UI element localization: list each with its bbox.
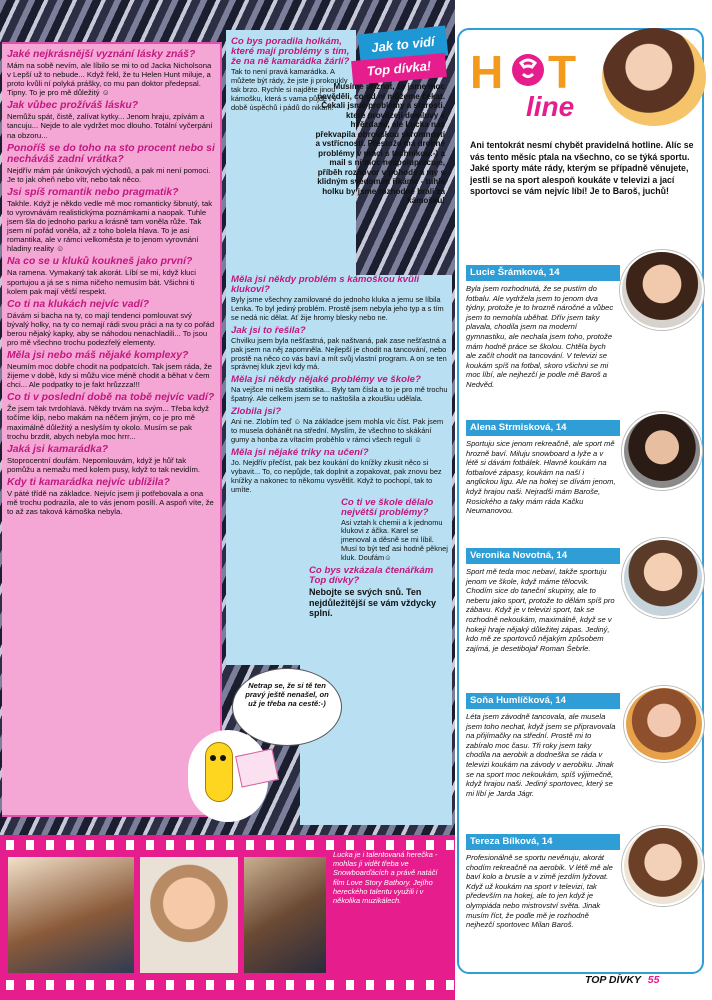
hotline-intro: Ani tentokrát nesmí chybět pravidelná hotline. Alíc se vás tento měsíc ptala na všechno, co se týká sportu. Jaké sporty máte rády, kterým se případně věnujete, jestli se na sport alespoň koukáte v televizi a jací sportovci se vám nejvíc líbí! Je to Baroš, juchů! <box>470 140 694 197</box>
answer: Tak to není pravá kamarádka. A můžete být rády, že jste ji prokoukly tak brzo. Rychle si najděte jinou kámošku, která s vama půjde i v době úspěchů i pádů do nikam. <box>231 67 348 112</box>
entry-photo <box>622 412 702 490</box>
question: Kdy ti kamarádka nejvíc ublížila? <box>7 476 170 488</box>
question: Co ti na klukách nejvíc vadí? <box>7 298 150 310</box>
page-footer <box>585 974 659 986</box>
interview-column-1 <box>2 42 222 817</box>
question: Na co se u kluků koukneš jako první? <box>7 256 193 268</box>
qa-block <box>231 375 449 404</box>
entry-name: Veronika Novotná, 14 <box>466 548 620 564</box>
logo-letter-t: T <box>548 46 577 98</box>
answer: Ani ne. Zlobím teď ☺ Na základce jsem mohla víc číst. Pak jsem to musela dohánět na střední. Myslím, že všechno to skákání gumy a honba za vítacím proběhlo v rámci všech regulí ☺ <box>231 417 444 444</box>
question: Měla jsi někdy problém s kámoškou kvůli klukovi? <box>231 274 420 295</box>
hotline-logo <box>468 36 618 122</box>
entry-photo <box>624 686 704 762</box>
answer: Asi vztah k chemii a k jednomu klukovi z áčka. Karel se jmenoval a děsně se mi líbil. Musí to být teď asi hodně pěknej kluk. Doufám☺ <box>341 517 448 563</box>
answer: Neumím moc dobře chodit na podpatcích. Tak jsem ráda, že žijeme v době, kdy si můžu vice méně chodit a běhat v čem chci... Ale podpatky to je fakt hrůzzza!!! <box>7 362 212 390</box>
question: Jsi spíš romantik nebo pragmatik? <box>7 186 179 198</box>
question: Zlobila jsi? <box>231 406 282 418</box>
film-photo-3 <box>244 857 326 973</box>
answer: Dávám si bacha na ty, co mají tendenci pomlouvat svý bývalý holky, na ty co nemají rádi svou práci a na ty co pořád berou nějaký kapky, aby se náhodou nenachladili... To jsou pro mě všechno trochu podezřelý elementy. <box>7 310 215 347</box>
film-holes-top <box>0 840 455 850</box>
entry-photo <box>622 538 704 618</box>
entry-name: Soňa Humlíčková, 14 <box>466 693 620 709</box>
speech-bubble: Netrap se, že si tě ten pravý ještě nenašel, on už je třeba na cestě:-) <box>232 668 342 746</box>
answer: Jo. Nejdřív přečíst, pak bez koukání do knížky zkusit něco si vybavit... To, co nepůjde, tak doplnit a zopakovat, pak znovu bez knížky a nakonec to někomu vysvětlit. Když to pochopí, tak to umíte. <box>231 457 442 494</box>
entry-name: Alena Strmisková, 14 <box>466 420 620 436</box>
question: Jak vůbec prožíváš lásku? <box>7 100 139 112</box>
answer: Na ramena. Vymakaný tak akorát. Líbí se mi, když kluci sportujou a já se s nima ničeho nemusím bát. Všichni ti kolem pak mají větší respekt. <box>7 268 196 296</box>
question: Jaká jsi kamarádka? <box>7 443 109 455</box>
question: Co ti v poslední době na tobě nejvíc vadí? <box>7 392 215 404</box>
question: Měla jsi nějaké triky na učení? <box>231 446 369 458</box>
question: Co bys poradila holkám, které mají problémy s tím, že na ně kamarádka žárlí? <box>231 36 350 67</box>
entry-name: Lucie Šrámková, 14 <box>466 265 620 281</box>
entry-text: Sport mě teda moc nebaví, takže sportuju jenom ve škole, když máme tělocvik. Chodím sice do taneční skupiny, ale to neberu jako sport, protože to dělám spíš pro zábavu. Když je v televizi sport, tak se rozhodně nekoukám, maximálně, když se v hokeji hraje nějaký důležitej zápas. Jediný, kdo mě ze sportovců nějakým způsobem zajímá, je desetibojař Roman Šebrle. <box>466 567 615 653</box>
entry-photo <box>622 826 704 906</box>
film-holes-bottom <box>0 980 455 990</box>
question: Měla jsi nebo máš nějaké komplexy? <box>7 350 189 362</box>
logo-letter-h: H <box>470 46 504 98</box>
answer: Mám na sobě nevím, ale líbilo se mi to od Jacka Nicholsona v Lepší už to nebude... Když řekl, že tu Helen Hunt miluje, a proto kvůli ní polyká prášky, co mu pan doktor předepsal. Tipny. To je pro mě důležitý ☺ <box>7 61 212 98</box>
film-photo-1 <box>8 857 134 973</box>
qa-block <box>341 498 449 564</box>
answer: Stoprocentní doufám. Nepomlouvám, když je hůř tak pomůžu a nemažu med kolem pusy, když to tak nevidím. <box>7 455 200 474</box>
logo-line: line <box>526 91 575 122</box>
entry-text: Profesionálně se sportu nevěnuju, akorát chodím rekreačně na aerobik. V létě mě ale baví kolo a brusle a v zimě jezdím lyžovat. Když už koukám na sport v televizi, tak především na hokej, ale to jen když je olympiáda nebo mistrovství světa. Jinak musím říct, že podle mě je rozhodně nejhezčí sportovec Milan Baroš. <box>466 853 613 930</box>
qa-block <box>231 326 449 373</box>
question: Jak jsi to řešila? <box>231 324 306 336</box>
question: Co ti ve škole dělalo největší problémy? <box>341 496 434 518</box>
answer: Nebojte se svých snů. Ten nejdůležitější se vám vždycky splní. <box>309 587 437 619</box>
header-jak-to-vidi: Jak to vidí <box>358 25 449 64</box>
answer: V páté třídě na základce. Nejvíc jsem ji potřebovala a ona mě trochu podrazila, ale to vás jenom posílí. A aspoň víte, že to až zas taková kámoška nebyla. <box>7 488 214 517</box>
magazine-name: TOP DÍVKY <box>585 974 641 986</box>
answer: Že jsem tak tvrdohlavá. Někdy trvám na svým... Třeba když točíme klip, nebo makám na něčem jiným, co je pro mě maximálně důležitý a neslyším ty okolo. Musím se pak trochu brzdit, abych nebyla moc hrrr... <box>7 404 209 441</box>
answer: Na vejšce mi nešla statistika... Byly tam čísla a to je pro mě trochu špatný. Ale celkem jsem se to naštošila a zkoušku udělala. <box>231 385 448 404</box>
answer: Nemůžu spát, čistě, zalívat kytky... Jenom hraju, zpívám a tancuju... Nejde to ale vydržet moc dlouho. Totální vyčerpání na obzoru... <box>7 112 213 140</box>
qa-block <box>309 566 449 619</box>
answer: Takhle. Když je někdo vedle mě moc romanticky šibnutý, tak to vyrovnávám realistickýma poznámkami a naopak. Tuhle jsem šla do jednoho parku a krásně tam voněla růže. Tak jsem ní pořád voněla, až z toho bolela hlava. To je asi romantika, ale v rámci velkoměsta je to jenom vyrovnání hladiny reality ☺ <box>7 198 213 254</box>
question: Co bys vzkázala čtenářkám Top dívky? <box>309 565 434 587</box>
question: Jaké nejkrásnější vyznání lásky znáš? <box>7 49 196 60</box>
answer: Chvilku jsem byla nešťastná, pak naštvaná, pak zase nešťastná a pak jsem na něj zapomněla. Nejlepší je chodit na tancování, nebo prostě na něco co vás baví a mít svůj vlastní program. A on se ten správnej kluk zjeví kdy má. <box>231 335 447 372</box>
entry-name: Tereza Bílková, 14 <box>466 834 620 850</box>
header-top-divka: Top dívka! <box>351 53 447 85</box>
qa-block <box>231 448 449 495</box>
film-photo-2 <box>140 857 238 973</box>
cartoon-character <box>205 742 233 802</box>
question: Ponoříš se do toho na sto procent nebo si necháváš zadní vrátka? <box>7 142 215 165</box>
answer: Byly jsme všechny zamilované do jednoho kluka a jemu se líbila Lenka. To byl jediný problém. Prostě jsem nebyla jeho typ a s tím se nedá nic dělat. Ať žije hromy blesky nebo ne. <box>231 295 444 322</box>
answer: Nejdřív mám pár únikových východů, a pak mi není pomoci. Je to jak oheň nebo vítr, nebo tak něco. <box>7 165 211 184</box>
entry-text: Léta jsem závodně tancovala, ale musela jsem toho nechat, když jsem se připravovala na přijímačky na střední. Prostě mi to zabíralo moc času. Tři roky jsem taky chodila na aerobik a dodneška se ráda v televizi koukám na závody v aerobiku. Jinak se na sport moc nekoukám, spíš výjimečně, když hrajou naši. Jediný sportovec, který se mi líbí je Jarda Jágr. <box>466 712 616 798</box>
page-number: 55 <box>647 974 660 986</box>
question: Měla jsi někdy nějaké problémy ve škole? <box>231 374 421 386</box>
entry-text: Sportuju sice jenom rekreačně, ale sport mě hrozně baví. Miluju snowboard a lyže a v létě si dávám fotbálek. Hlavně koukám na fotbalové zápasy, koukám na naší i anglickou ligu. Ale na hokej se dívám jenom, když hrajou naši. Nejradši mám Baroše, Rosického a taky mám ráda Kačku Neumanovou. <box>466 439 616 516</box>
entry-photo <box>620 250 704 330</box>
film-caption: Lucka je i talentovaná herečka - mohlas ji vidět třeba ve Snowboarďácích a právě natáčí film Love Story Bathory. Jejího hereckého talentu využili i v několika muzikálech. <box>333 850 438 906</box>
interview-intro: Musíme přiznat, že jsme moc nevěděli, co od ní můžeme čekat. Čekali jsme problémy a starosti, které provázejí domluvy s hvězdami, ale Lucka nás překvapila obrovskou skromností a vstřícností. Přestože má drobné problémy v práci s technikou:-) a mail s ní moc nespolupracuje, příběh rozhovor v pohodě a my s klidným svědomím říkáme - tuhle holku by jsme rozhodně brali za kámošku! <box>315 82 445 205</box>
qa-block <box>231 275 449 323</box>
qa-block <box>231 407 449 445</box>
entry-text: Byla jsem rozhodnutá, že se pustím do fotbalu. Ale vydržela jsem to jenom dva týdny, protože je to hrozně náročné a vůbec jsem to nemohla uběhat. Dřív jsem taky plavala, chodila jsem na moderní gymnastiku, ale nechala jsem toho, protože mám hodně práce se školou. Chtěla bych ale začít chodit na tancování. V televizi se koukám spíš na fotbal, skoro všichni se mi moc líbí, ale nejhezčí je podle mě Baroš a Nedvěd. <box>466 284 614 389</box>
hotline-host-photo <box>602 28 706 126</box>
